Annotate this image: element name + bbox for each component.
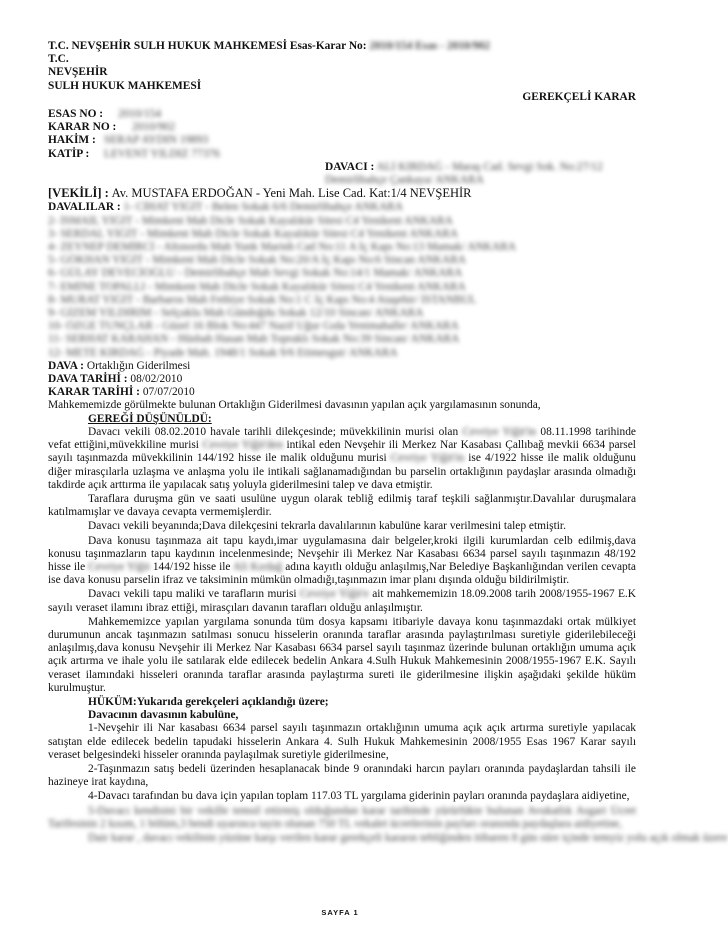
davali-item: 8- MURAT YİĞİT - Barbaros Mah Fethiye Sokak No:1 C İç Kapı No:4 Ataşehir/ İSTANBUL (48, 293, 477, 306)
kabul-title: Davacının davasının kabulüne, (88, 709, 239, 722)
paragraph-5 (48, 588, 636, 614)
davali-item: 3- SERDAL YİĞİT - Mimkent Mah Dicle Sokak Kayalıkür Sitesi C4 Yenikent ANKARA (48, 227, 458, 240)
esas-value: 2010/154 (118, 108, 162, 121)
p1-text-d: ise 4/1922 hisse ile malik olduğunu diğer mirasçılarla uzlaşma ve anlaşma yolu ile intikali sağlanamadığından bu parselin ortaklığının paydaşlar arasında olmadığı takdirde açık arttırma ile yapılacak satış yoluyla giderilmesini talep ve dava etmiştir. (48, 452, 636, 491)
paragraph-4 (48, 535, 636, 588)
hukum-title: HÜKÜM:Yukarıda gerekçeleri açıklandığı üzere; (88, 695, 329, 708)
p5-text-a: Davacı vekili tapu maliki ve tarafların murisi (88, 588, 297, 601)
davaci-block (48, 161, 636, 187)
header-court: SULH HUKUK MAHKEMESİ (48, 79, 202, 92)
dava-tarihi-label: DAVA TARİHİ : (48, 373, 128, 386)
davali-item: 7- EMİNE TOPALLI - Mimkent Mah Dicle Sokak Kayalıkür Sitesi C4 Yenikent ANKARA (48, 280, 466, 293)
hukum-item-4: 4-Davacı tarafından bu dava için yapılan toplam 117.03 TL yargılama giderinin payları oranında paydaşlara aidiyetine, (88, 790, 630, 803)
paragraph-2: Taraflara duruşma gün ve saati usulüne uygun olarak tebliğ edilmiş taraf teşkili sağlanmıştır.Davalılar duruşmalara katılmamışlar ve davaya cevapta vermemişlerdir. (48, 492, 636, 519)
p4-text-a: Dava konusu taşınmaza ait tapu kaydı,imar uygulamasına dair belgeler,kroki ilgili kurumlardan celb edilmiş,dava konusu taşınmazların tapu kaydının incelenmesinde; Nevşehir ili Merkez Nar Kasabası 6634 parsel sayılı taşınmazın 48/192 hisse ile (48, 534, 636, 573)
intro-text: Mahkememizde görülmekte bulunan Ortaklığın Giderilmesi davasının yapılan açık yargılamasının sonunda, (48, 399, 541, 412)
paragraph-3: Davacı vekili beyanında;Dava dilekçesini tekrarla davalılarının kabulüne karar verilmesini talep etmiştir. (88, 520, 566, 533)
davaci-value: ALİ KIRDAĞ - Maraş Cad. Sevgi Sok. No:27/12 Demirlibahçe Çankaya/ ANKARA (325, 160, 603, 187)
page-footer: SAYFA 1 (321, 908, 359, 917)
p4-name-1: Cevriye Yiğit (88, 560, 150, 573)
davali-item: 5- GÖKHAN YİĞİT - Mimkent Mah Dicle Sokak No:20/A İç Kapı No:6 Sincan ANKARA (48, 254, 466, 267)
header-city: NEVŞEHİR (48, 66, 108, 79)
dava-tarihi-value: 08/02/2010 (130, 373, 183, 386)
p1-name-3: Cevriye Yiğit'in (390, 452, 465, 465)
header-court-caseno: T.C. NEVŞEHİR SULH HUKUK MAHKEMESİ Esas-Karar No: (48, 40, 367, 52)
davalilar-label: DAVALILAR : (48, 201, 121, 214)
dava-value: Ortaklığın Giderilmesi (86, 359, 191, 372)
karar-value: 2010/902 (132, 121, 176, 134)
p1-text-a: Davacı vekili 08.02.2010 havale tarihli dilekçesinde; müvekkilinin murisi olan (88, 425, 459, 438)
karar-tarihi-label: KARAR TARİHİ : (48, 386, 140, 399)
p1-name-1: Cevriye Yiğit'in (462, 425, 537, 438)
vekil-value: Av. MUSTAFA ERDOĞAN - Yeni Mah. Lise Cad. Kat:1/4 NEVŞEHİR (111, 186, 472, 201)
hukum-item-1: 1-Nevşehir ili Nar kasabası 6634 parsel sayılı taşınmazın ortaklığının umuma açık açık artırma suretiyle yapılacak satıştan elde edilecek bedelin tapudaki hisselerin Ankara 4. Sulh Hukuk Mahkemesinin 2008/1955 Esas 1967 Karar sayılı veraset belgesindeki hisseler oranında paylaşılmak suretiyle giderilmesine, (48, 722, 636, 761)
document-page (48, 40, 728, 846)
davali-item: 12- METE KIRDAĞ - Piyade Mah. 1948/1 Sokak 9/6 Etimesgut/ ANKARA (48, 346, 398, 359)
karar-label: KARAR NO : (48, 121, 117, 134)
p5-text-b: ait mahkememizin 18.09.2008 tarih 2008/1955-1967 E.K sayılı veraset ilamını ibraz ettiği, mirasçıları davanın tarafları olduğu anlaşılmıştır. (48, 588, 637, 614)
hukum-item-5-blurred: 5-Davacı kendisini bir vekille temsil ettirmiş olduğundan karar tarihinde yürürlükte bulunan Avukatlık Asgari Ücret Tarifesinin 2 kısım, 1 bölüm,3 bendi uyarınca tayin olunan 750 TL vekalet ücretlerinin payları oranında paydaşlara aidiyetine, (48, 804, 636, 830)
davali-item: 10- ÖZGE TUNÇLAR - Güzel 16 Blok No:447 Nazif Uğur Gıda Yenimahalle/ ANKARA (48, 320, 459, 333)
document-type: GEREKÇELİ KARAR (522, 90, 636, 103)
davali-item: 9- GİZEM YILDIRIM - Selçuklu Mah Gündoğdu Sokak 12/10 Sincan/ ANKARA (48, 307, 424, 320)
p4-name-2: Ali Kırdağ (232, 560, 283, 573)
p5-name: Cevriye Yiğit'e (299, 588, 369, 601)
p4-text-c: adına kayıtlı olduğu anlaşılmış,Nar Belediye Başkanlığından verilen cevapta ise dava konusu parselin ifraz ve taksiminin mümkün olmadığı,taşınmazın imar planı dışında olduğu bildirilmiştir. (48, 560, 636, 587)
hakim-value: SERAP AYDIN 19893 (104, 134, 209, 147)
dava-label: DAVA : (48, 359, 84, 372)
davali-item: 6- GÜLAY DEVECİOĞLU - Demirlibahçe Mah Sevgi Sokak No:14/1 Mamak/ ANKARA (48, 267, 463, 280)
header-caseno-blurred: 2010/154 Esas - 2010/902 (369, 40, 490, 52)
hukum-item-6-blurred: Dair karar , davacı vekilinin yüzüne karşı verilen karar gerekçeli kararın tebliğinden itibaren 8 gün süre içinde temyiz yolu açık olmak üzere (88, 831, 728, 844)
katip-label: KATİP : (48, 147, 90, 160)
paragraph-1 (48, 426, 636, 492)
vekil-label: [VEKİLİ] : (48, 186, 109, 201)
dava-line (48, 360, 636, 373)
davaci-label: DAVACI : (325, 160, 375, 173)
vekil-line (48, 187, 636, 201)
case-info (48, 108, 636, 161)
esas-label: ESAS NO : (48, 108, 104, 121)
header-tc: T.C. (48, 53, 69, 66)
p1-text-c: intikal eden Nevşehir ili Merkez Nar Kasabası Çallıbağ mevkii 6634 parsel sayılı taşınmazda müvekkilinin 144/192 hisse ile malik olduğunu murisi (48, 439, 636, 465)
paragraph-6: Mahkememizce yapılan yargılama sonunda tüm dosya kapsamı itibariyle davaya konu taşınmazdaki ortak mülkiyet durumunun ancak taşınmazın satılması sonucu hisselerin oranında taraflar arasında paylaştırılması suretiyle giderilebileceği anlaşılmış,dava konusu Nevşehir ili Merkez Nar Kasabası 6634 parsel sayılı taşınmaz üzerinde bulunan ortaklığın umuma açık açık artırma ve ihale yolu ile satılarak elde edilecek bedelin Ankara 4.Sulh Hukuk Mahkemesinin 2008/1955-1967 E.K. Sayılı veraset ilamındaki hisseleri oranında taraflar arasında paylaştırma sureti ile giderilmesine ilişkin aşağıdaki şekilde hüküm kurulmuştur. (48, 615, 636, 694)
davali-item: 4- ZEYNEP DEMİRCİ - Altınordu Mah Yunk Marinh Cad No:11 A İç Kapı No:13 Mamak/ ANKARA (48, 241, 516, 254)
p4-text-b: 144/192 hisse ile (152, 560, 231, 573)
p1-name-2: Cevriye Yiğit'den (202, 439, 283, 452)
davalilar-block (48, 201, 636, 359)
gerekce-title: GEREĞİ DÜŞÜNÜLDÜ: (88, 412, 212, 425)
davali-item: 1- CİHAT YİĞİT - Belen Sokak 6/6 Demirlibahçe ANKARA (123, 201, 403, 214)
karar-tarihi-value: 07/07/2010 (142, 386, 195, 399)
dava-tarihi-line (48, 373, 636, 386)
p1-text-b: 08.11.1998 tarihinde vefat ettiğini,müvekkiline murisi (48, 425, 636, 452)
header-line (48, 40, 636, 53)
davali-item: 2- İSMAİL YİĞİT - Mimkent Mah Dicle Sokak Kayalıkür Sitesi C4 Yenikent ANKARA (48, 214, 453, 227)
hukum-item-2: 2-Taşınmazın satış bedeli üzerinden hesaplanacak binde 9 oranındaki harcın payları oranında paydaşlardan tahsili ile hazineye irat kaydına, (48, 762, 636, 789)
hakim-label: HAKİM : (48, 134, 96, 147)
katip-value: LEVENT YILDIZ 77376 (104, 147, 220, 160)
karar-tarihi-line (48, 386, 636, 399)
davali-item: 11- SERHAT KARAHAN - Hüsbah Hasan Mah Topraklı Sokak No:39 Sincan/ ANKARA (48, 333, 460, 346)
